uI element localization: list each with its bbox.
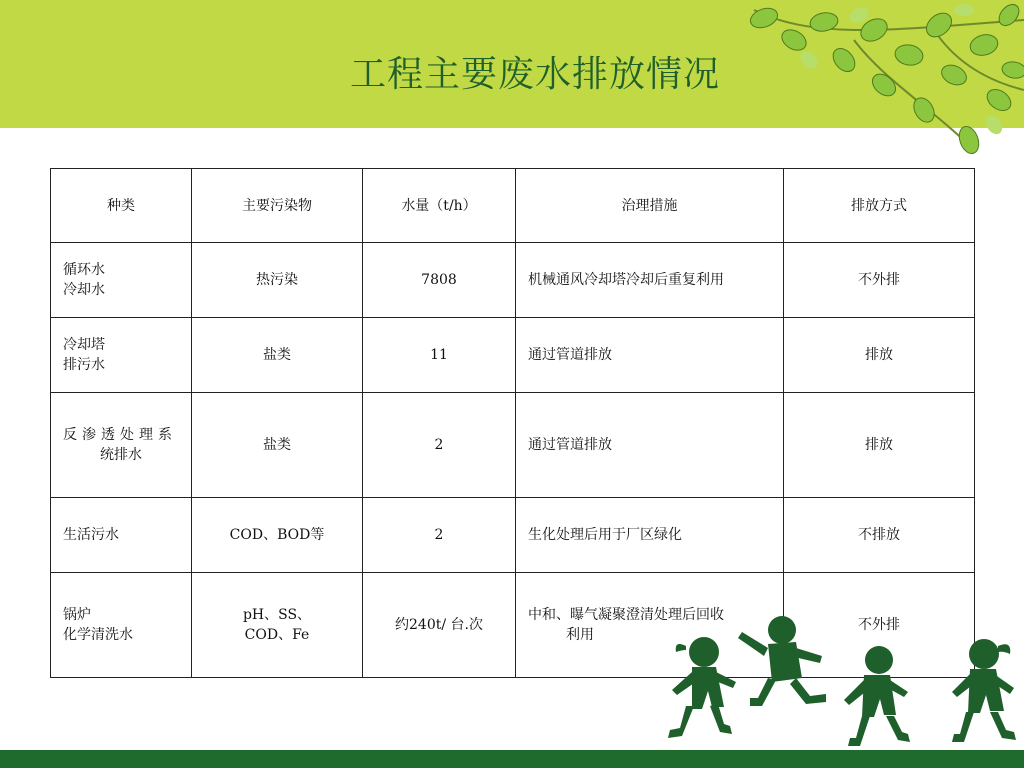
cell-measure: 机械通风冷却塔冷却后重复利用 [516, 243, 784, 318]
cell-type-line: 排污水 [63, 357, 105, 373]
header-cell-discharge: 排放方式 [784, 169, 975, 243]
header-cell-type: 种类 [51, 169, 192, 243]
cell-discharge: 排放 [784, 318, 975, 393]
cell-type-line: 冷却塔 [63, 337, 105, 353]
cell-type: 生活污水 [51, 498, 192, 573]
bottom-bar [0, 750, 1024, 768]
cell-type-line: 冷却水 [63, 282, 105, 298]
cell-pollutant: 热污染 [192, 243, 363, 318]
cell-measure-line: 利用 [566, 627, 594, 643]
cell-discharge: 不排放 [784, 498, 975, 573]
cell-measure: 通过管道排放 [516, 318, 784, 393]
cell-pollutant: COD、BOD等 [192, 498, 363, 573]
cell-pollutant: 盐类 [192, 318, 363, 393]
cell-type-line: 锅炉 [63, 607, 91, 623]
page-title: 工程主要废水排放情况 [349, 54, 720, 95]
table-row [51, 318, 975, 393]
cell-volume: 7808 [363, 243, 516, 318]
cell-type-line: 循环水 [63, 262, 105, 278]
cell-measure-line: 中和、曝气凝聚澄清处理后回收 [528, 607, 724, 623]
cell-type-line: 统排水 [100, 447, 142, 463]
table-row [51, 393, 975, 498]
cell-volume: 约240t/ 台.次 [363, 573, 516, 678]
cell-type [51, 573, 192, 678]
cell-volume: 2 [363, 498, 516, 573]
cell-type [51, 318, 192, 393]
cell-discharge: 不外排 [784, 243, 975, 318]
table-row [51, 243, 975, 318]
cell-type [51, 393, 192, 498]
wastewater-table [50, 168, 975, 678]
cell-measure: 生化处理后用于厂区绿化 [516, 498, 784, 573]
cell-type-line: 反渗透处理系 [63, 427, 177, 443]
table-header-row [51, 169, 975, 243]
cell-volume: 2 [363, 393, 516, 498]
cell-pollutant [192, 573, 363, 678]
header-cell-measure: 治理措施 [516, 169, 784, 243]
cell-pollutant-line: COD、Fe [244, 627, 310, 643]
cell-discharge: 排放 [784, 393, 975, 498]
cell-pollutant-line: pH、SS、 [242, 607, 312, 623]
header-cell-pollutant: 主要污染物 [192, 169, 363, 243]
header-cell-volume: 水量（t/h） [363, 169, 516, 243]
table-row [51, 498, 975, 573]
cell-measure: 通过管道排放 [516, 393, 784, 498]
cell-type-line: 化学清洗水 [63, 627, 133, 643]
cell-type [51, 243, 192, 318]
running-children-icon [664, 612, 1024, 752]
cell-volume: 11 [363, 318, 516, 393]
cell-pollutant: 盐类 [192, 393, 363, 498]
cell-discharge: 不外排 [784, 573, 975, 678]
